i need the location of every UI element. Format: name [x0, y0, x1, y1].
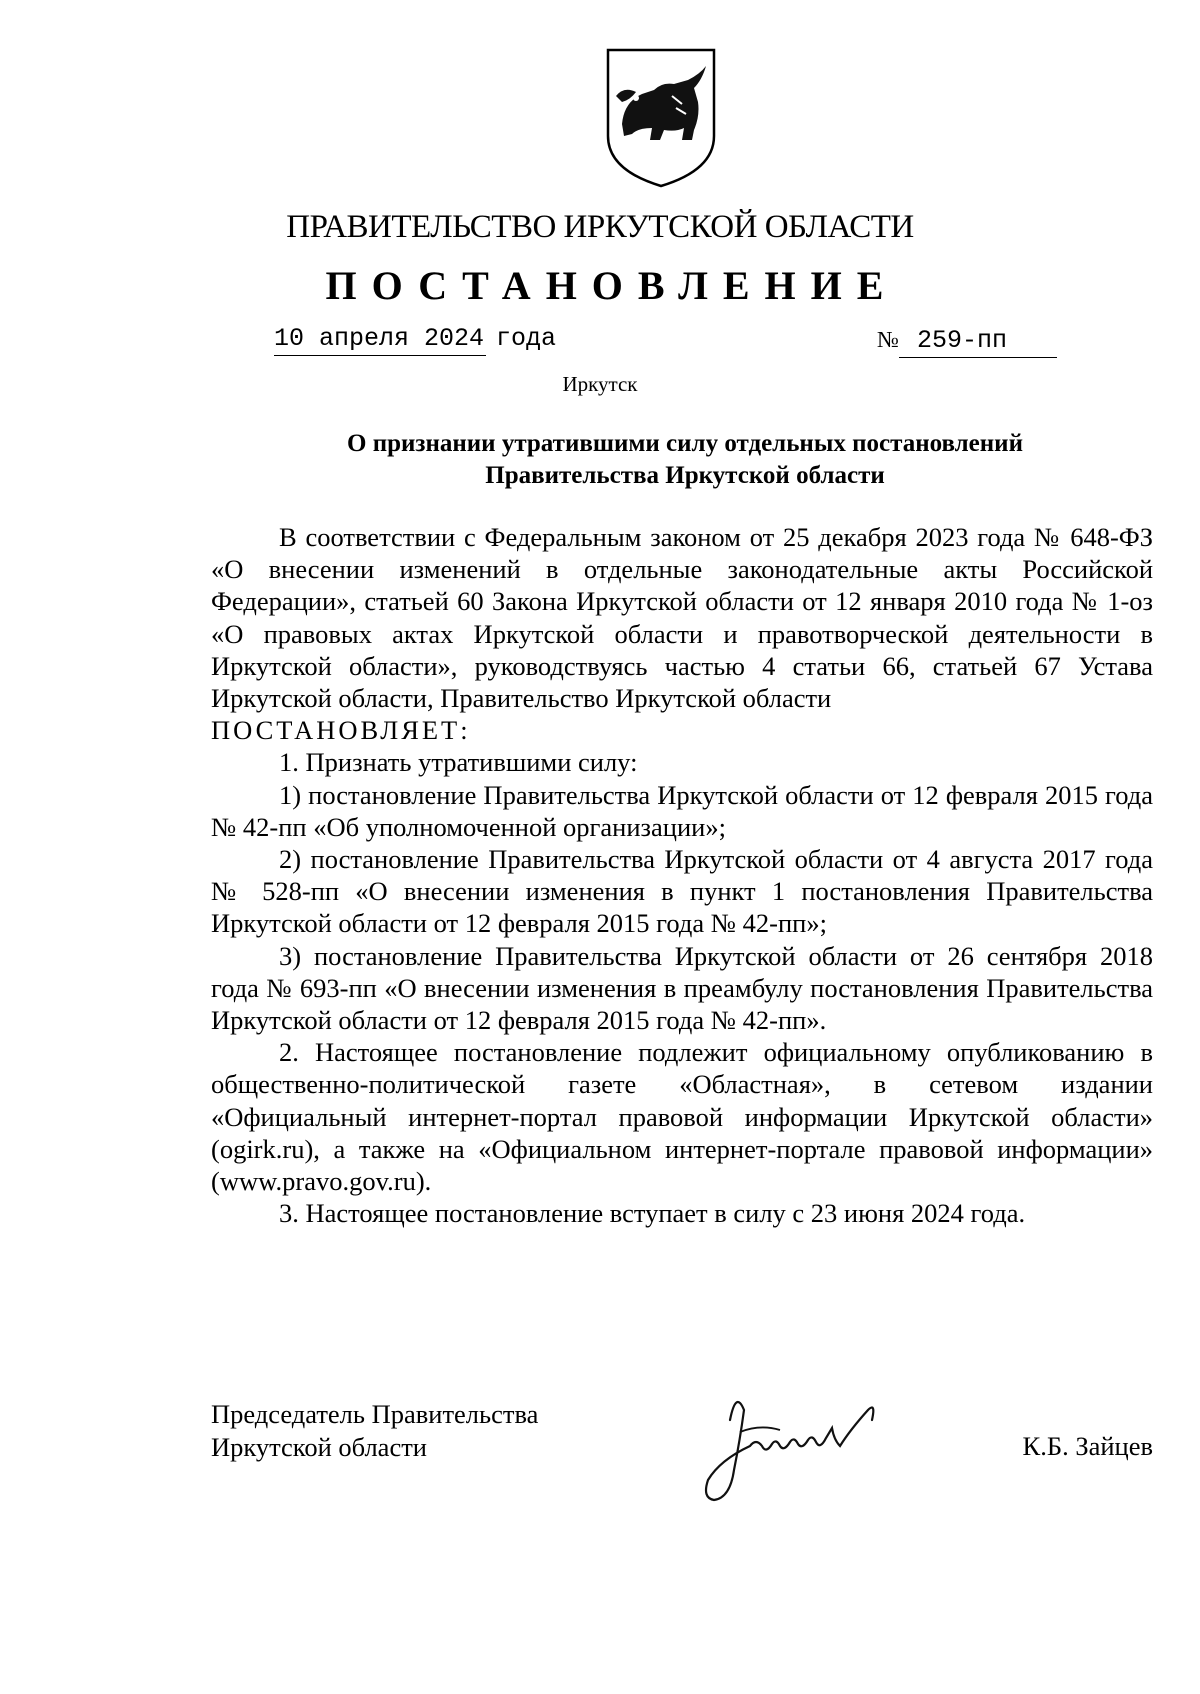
position-line-2: Иркутской области: [211, 1432, 427, 1462]
signatory-name: К.Б. Зайцев: [1022, 1431, 1153, 1461]
document-date: [274, 324, 556, 356]
coat-of-arms-icon: [602, 44, 720, 192]
date-value: 10 апреля 2024: [274, 324, 486, 356]
city: Иркутск: [562, 372, 638, 396]
document-type: ПОСТАНОВЛЕНИЕ: [325, 263, 899, 308]
item-1: 1. Признать утратившими силу:: [279, 747, 638, 778]
position-line-1: Председатель Правительства: [211, 1399, 539, 1429]
date-suffix: года: [496, 324, 557, 353]
preamble: В соответствии с Федеральным законом от 25 декабря 2023 года № 648-ФЗ «О внесении изменений в отдельные законодательные акты Российской Федерации», статьей 60 Закона Иркутской области от 12 января 2010 года № 1-оз «О правовых актах Иркутской области и правотворческой деятельности в Иркутской области», руководствуясь частью 4 статьи 66, статьей 67 Устава Иркутской области, Правительство Иркутской области: [211, 522, 1153, 714]
signatory-position: [211, 1398, 538, 1464]
title-line-1: О признании утратившими силу отдельных постановлений: [347, 430, 1023, 457]
document-body: [211, 521, 1153, 1229]
item-1-1: 1) постановление Правительства Иркутской области от 12 февраля 2015 года № 42-пп «Об уполномоченной организации»;: [211, 779, 1153, 842]
item-3: 3. Настоящее постановление вступает в силу с 23 июня 2024 года.: [279, 1198, 1026, 1229]
handwritten-signature: [700, 1380, 940, 1510]
resolves-heading: ПОСТАНОВЛЯЕТ:: [211, 715, 471, 746]
item-1-2: 2) постановление Правительства Иркутской области от 4 августа 2017 года № 528-пп «О внесении изменения в пункт 1 постановления Правительства Иркутской области от 12 февраля 2015 года № 42-пп»;: [211, 844, 1153, 939]
document-title: [0, 428, 1200, 492]
item-2: 2. Настоящее постановление подлежит официальному опубликованию в общественно-политической газете «Областная», в сетевом издании «Официальный интернет-портал правовой информации Иркутской области» (ogirk.ru), а также на «Официальном интернет-портале правовой информации» (www.pravo.gov.ru).: [211, 1037, 1153, 1197]
title-line-2: Правительства Иркутской области: [485, 462, 885, 489]
document-number: [877, 326, 1057, 358]
government-name: ПРАВИТЕЛЬСТВО ИРКУТСКОЙ ОБЛАСТИ: [286, 209, 914, 245]
item-1-3: 3) постановление Правительства Иркутской области от 26 сентября 2018 года № 693-пп «О внесении изменения в преамбулу постановления Правительства Иркутской области от 12 февраля 2015 года № 42-пп».: [211, 940, 1153, 1036]
number-sign: №: [877, 327, 899, 352]
number-value: 259-пп: [899, 326, 1057, 358]
